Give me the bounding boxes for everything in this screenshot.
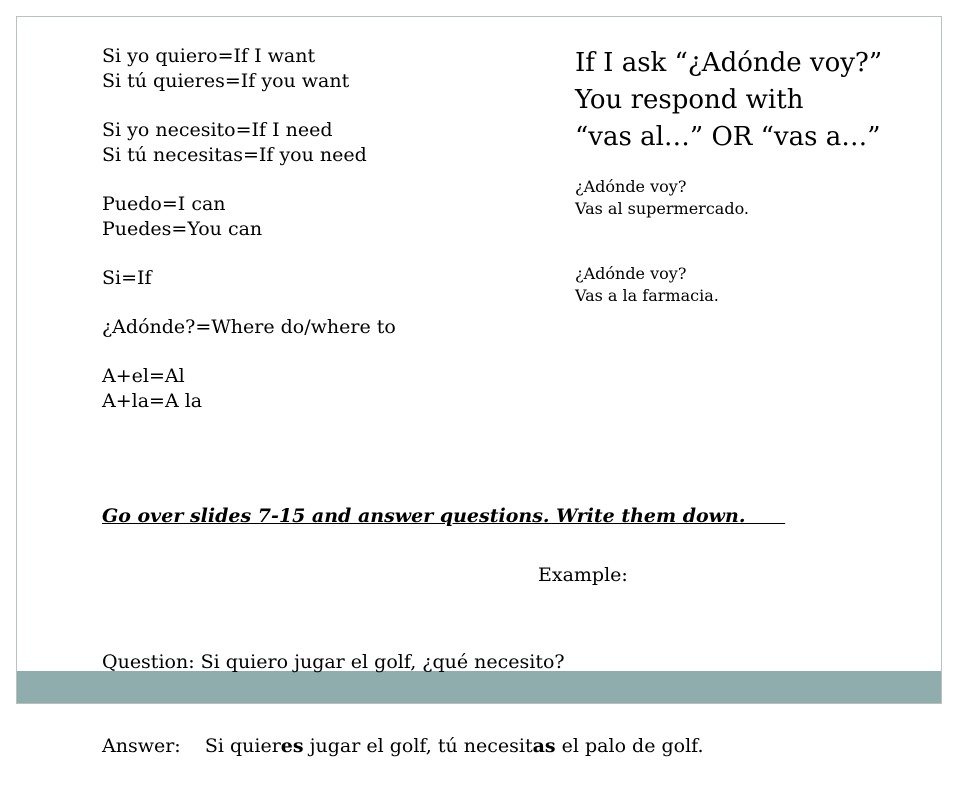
vocab-line: Puedes=You can xyxy=(102,218,263,240)
answer-bold-2: as xyxy=(532,735,556,757)
vocab-line: A+el=Al xyxy=(102,365,185,387)
heading-line-2: You respond with xyxy=(575,85,804,115)
example-1-answer: Vas al supermercado. xyxy=(575,199,750,218)
heading-line-3: “vas al…” OR “vas a…” xyxy=(575,122,881,152)
example-2-question: ¿Adónde voy? xyxy=(575,264,687,283)
vocab-spacer xyxy=(102,94,622,118)
vocab-spacer xyxy=(102,340,622,364)
question-text: Si quiero jugar el golf, ¿qué necesito? xyxy=(194,651,565,673)
vocabulary-list xyxy=(102,44,622,414)
instruction-text: Go over slides 7-15 and answer questions. Write them down. xyxy=(102,505,786,527)
heading-line-1: If I ask “¿Adónde voy?” xyxy=(575,48,883,78)
question-line xyxy=(102,648,704,676)
answer-part-1: Si quier xyxy=(180,735,281,757)
answer-label: Answer: xyxy=(102,735,181,757)
example-2-answer: Vas a la farmacia. xyxy=(575,286,719,305)
answer-part-2: jugar el golf, tú necesit xyxy=(303,735,533,757)
vocab-line: ¿Adónde?=Where do/where to xyxy=(102,316,396,338)
adonde-explanation xyxy=(575,45,935,307)
vocab-spacer xyxy=(102,242,622,266)
vocab-line: Si=If xyxy=(102,267,152,289)
example-1-question: ¿Adónde voy? xyxy=(575,177,687,196)
vocab-line: Si yo necesito=If I need xyxy=(102,119,333,141)
vocab-spacer xyxy=(102,168,622,192)
answer-part-3: el palo de golf. xyxy=(555,735,704,757)
example-label: Example: xyxy=(538,564,628,586)
vocab-line: A+la=A la xyxy=(102,390,203,412)
answer-line xyxy=(102,732,704,760)
vocab-line: Si tú necesitas=If you need xyxy=(102,144,367,166)
vocab-line: Si tú quieres=If you want xyxy=(102,70,350,92)
answer-bold-1: es xyxy=(280,735,304,757)
vocab-line: Si yo quiero=If I want xyxy=(102,45,316,67)
question-answer-block xyxy=(102,592,704,788)
vocab-spacer xyxy=(102,291,622,315)
question-label: Question: xyxy=(102,651,195,673)
vocab-line: Puedo=I can xyxy=(102,193,226,215)
